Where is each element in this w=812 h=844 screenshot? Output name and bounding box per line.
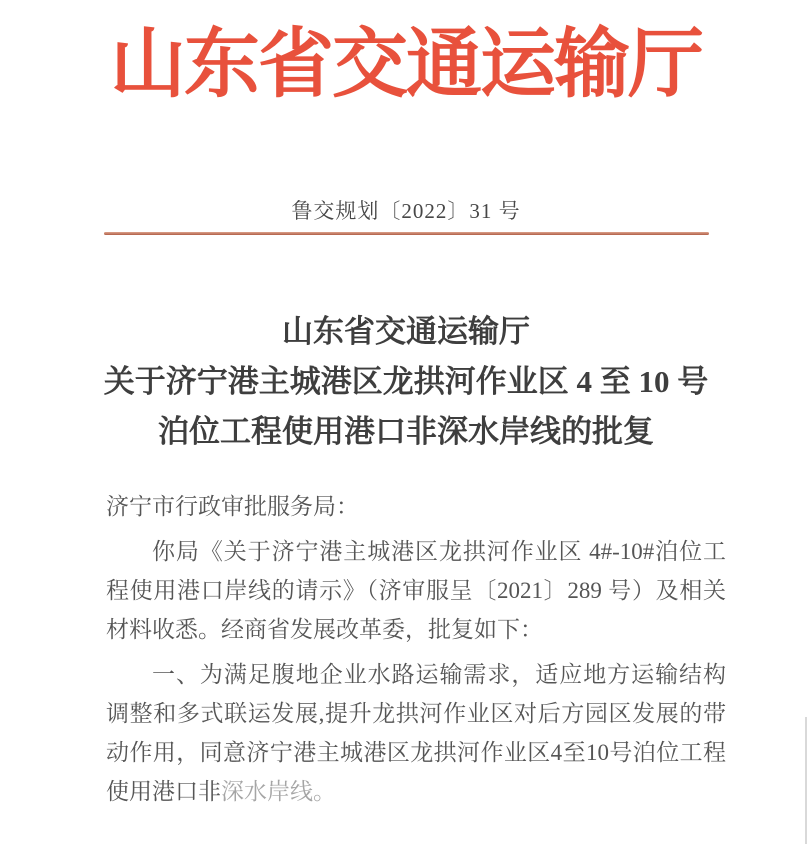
salutation-line: 济宁市行政审批服务局：	[106, 494, 359, 520]
red-divider-line	[104, 232, 709, 235]
document-body	[106, 487, 726, 811]
body-paragraph-2	[106, 655, 726, 811]
document-title-line-2: 关于济宁港主城港区龙拱河作业区 4 至 10 号	[103, 364, 709, 400]
document-title-line-1: 山东省交通运输厅	[282, 314, 530, 350]
letterhead-agency-name: 山东省交通运输厅	[110, 23, 702, 107]
body-paragraph-2-faded-tail: 深水岸线。	[221, 779, 336, 805]
body-paragraph-2-main: 一、为满足腹地企业水路运输需求，适应地方运输结构调整和多式联运发展,提升龙拱河作业区对后方园区发展的带动作用，同意济宁港主城港区龙拱河作业区4至10号泊位工程使用港口非	[106, 662, 726, 805]
scanned-document-page	[0, 20, 812, 844]
document-title-line-3: 泊位工程使用港口非深水岸线的批复	[158, 414, 654, 450]
scan-page-edge-shadow	[805, 717, 807, 844]
body-paragraph-1: 你局《关于济宁港主城港区龙拱河作业区 4#-10#泊位工程使用港口岸线的请示》（济审服呈〔2021〕289 号）及相关材料收悉。经商省发展改革委，批复如下：	[106, 539, 726, 643]
document-reference-number: 鲁交规划〔2022〕31 号	[291, 199, 521, 224]
document-title	[0, 307, 812, 457]
